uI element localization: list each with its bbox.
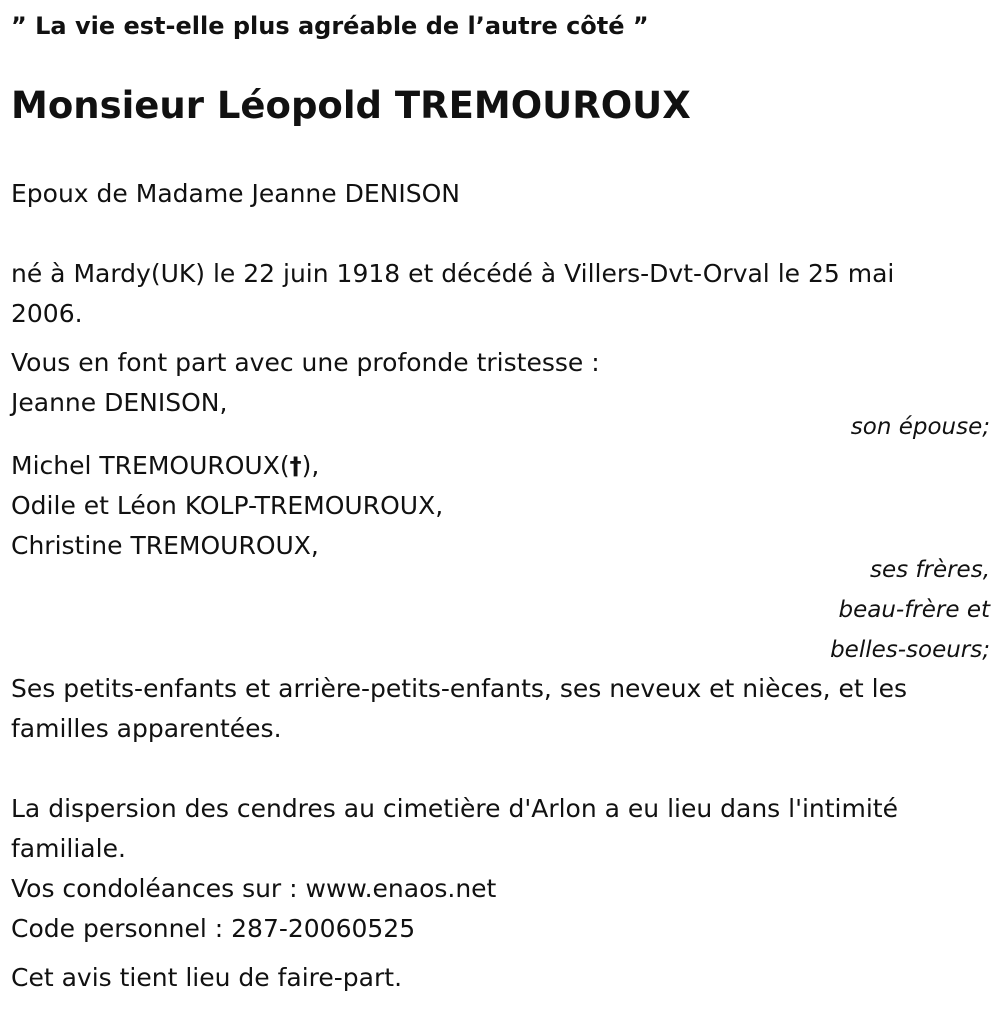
family-line-1: Ses petits-enfants et arrière-petits-enfants, ses neveux et nièces, et les: [11, 674, 908, 703]
cross-icon: †: [289, 452, 302, 480]
siblings-role-line-2: beau-frère et: [838, 597, 990, 623]
sibling-line-2: Odile et Léon KOLP-TREMOUROUX,: [11, 491, 444, 520]
sibling-1-name: Michel TREMOUROUX(: [11, 451, 290, 480]
family-line-2: familles apparentées.: [11, 714, 282, 743]
spouse-name-line: Jeanne DENISON,: [11, 388, 228, 417]
quote-heading: ˮ La vie est-elle plus agréable de l’autre côté ˮ: [11, 12, 649, 40]
siblings-role-line-1: ses frères,: [869, 557, 990, 583]
announcement-line: Vous en font part avec une profonde tristesse :: [11, 348, 600, 377]
spouse-line: Epoux de Madame Jeanne DENISON: [11, 179, 460, 208]
birth-death-line-2: 2006.: [11, 299, 83, 328]
siblings-role-line-3: belles-soeurs;: [830, 637, 990, 663]
sibling-line-3: Christine TREMOUROUX,: [11, 531, 319, 560]
dispersion-line-2: familiale.: [11, 834, 126, 863]
spouse-role: son épouse;: [850, 414, 990, 440]
personal-code-line: Code personnel : 287-20060525: [11, 914, 416, 943]
sibling-line-1: [11, 446, 319, 486]
closing-line: Cet avis tient lieu de faire-part.: [11, 963, 403, 992]
condolences-line: Vos condoléances sur : www.enaos.net: [11, 874, 497, 903]
deceased-name: Monsieur Léopold TREMOUROUX: [11, 84, 691, 127]
sibling-1-suffix: ),: [301, 451, 320, 480]
birth-death-line-1: né à Mardy(UK) le 22 juin 1918 et décédé à Villers-Dvt-Orval le 25 mai: [11, 259, 895, 288]
dispersion-line-1: La dispersion des cendres au cimetière d'Arlon a eu lieu dans l'intimité: [11, 794, 898, 823]
